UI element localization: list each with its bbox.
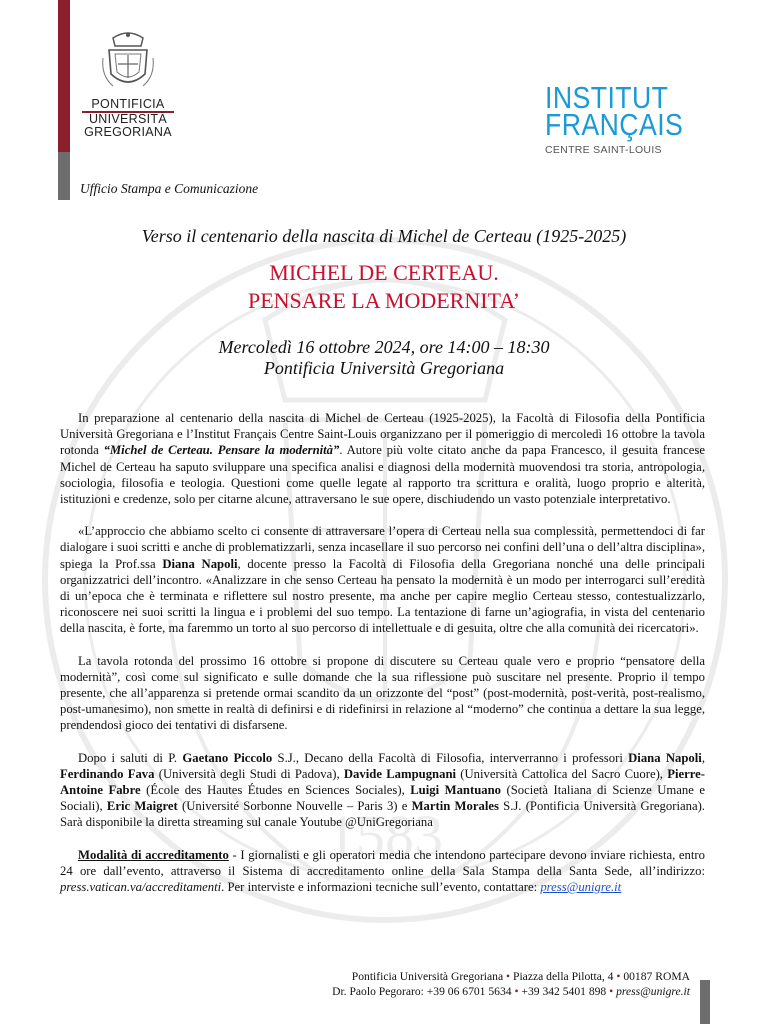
p5-text-a: - I giornalisti e gli operatori media che intendono partecipare devono inviare richiesta, entro 24 ore dall’evento, attraverso il Sistema di accreditamento online della Sala Stampa della Santa Sede, all’indirizzo: — [60, 847, 705, 878]
p1-text-b: . Autore più volte citato anche da papa Francesco, il gesuita francese Michel de Certeau ha saputo sviluppare una specifica analisi e diagnosi della modernità muovendosi tra storia, antropologia, sociologia, filosofia e teologia. Questioni come quelle legate al rapporto tra scrittura e oralità, luogo proprio e alterità, istituzioni e credenze, solo per citarne alcune, attraversano le sue opere, dischiudendo un vasto potenziale interpretativo. — [60, 443, 705, 507]
paragraph-intro — [60, 410, 705, 507]
press-email-link[interactable]: press@unigre.it — [540, 880, 622, 895]
p4-text: (École des Hautes Études en Sciences Sociales), — [140, 783, 411, 798]
wordmark-line-2: UNIVERSITÀ — [88, 112, 167, 126]
p2-text-a: «L’approccio che abbiamo scelto ci consente di attraversare l’opera di Certeau nella sua complessità, permettendoci di far dialogare i suoi scritti e anche di problematizzarli, senza incasellare il suo percorso nei confini dell’una o dell’altra disciplina», spiega la Prof.ssa — [60, 524, 705, 571]
p4-text: S.J., Decano della Facoltà di Filosofia, interverranno i professori — [272, 750, 629, 765]
grey-accent-bar — [58, 152, 70, 200]
institut-francais-logo — [545, 80, 705, 156]
p4-text: (Université Sorbonne Nouvelle – Paris 3) e — [177, 799, 412, 814]
paragraph-theme: La tavola rotonda del prossimo 16 ottobre si propone di discutere su Certeau quale vero e proprio “pensatore della modernità”, così come sul significato e sulle domande che la sua riflessione può suscitare nel presente. Proprio il tempo presente, che all’apparenza si pretende ormai scandito da un orizzonte del “post” (post-modernità, post-verità, post-realismo, post-umanesimo), non smette in realtà di definirsi e di ridefinirsi in relazione al “moderno” che continua a dettare la sua legge, prendendosi gioco dei tentativi di disfarsene. — [60, 653, 705, 733]
p2-text-b: , docente presso la Facoltà di Filosofia della Gregoriana nonché una delle principali organizzatrici dell’incontro. «Analizzare in che senso Certeau ha pensato la modernità è un modo per interrogarci sull’eredità di un’epoca che è terminata e riflettere sul nostro presente, ma anche per capire meglio Certeau stesso, contestualizzarlo, riconoscere nei suoi scritti la lingua e i problemi del suo tempo. La tentazione di farne un’agiografia, in vista del centenario della nascita, è forte, ma faremmo un torto al suo percorso di intellettuale e di gesuita, oltre che alla comunità dei ricercatori». — [60, 556, 705, 636]
footer-separator: • — [609, 985, 614, 998]
speaker-name: Diana Napoli — [162, 556, 238, 571]
footer-address-line — [332, 969, 690, 984]
if-logo-subline: CENTRE SAINT-LOUIS — [545, 144, 662, 156]
footer-contact-person: Dr. Paolo Pegoraro: +39 06 6701 5634 — [332, 985, 512, 998]
if-logo-line-2: FRANÇAIS — [545, 107, 684, 142]
speaker-name: Pierre-Antoine Fabre — [60, 766, 706, 798]
footer-city: 00187 ROMA — [623, 970, 690, 983]
footer-street: Piazza della Pilotta, 4 — [513, 970, 614, 983]
speaker-name: Eric Maigret — [106, 799, 178, 814]
p4-text: S.J. (Pontificia Università Gregoriana). Sarà disponibile la diretta streaming sul canale Youtube @UniGregoriana — [60, 799, 705, 830]
p4-text: (Università Cattolica del Sacro Cuore), — [456, 766, 668, 781]
footer-separator: • — [514, 985, 519, 998]
speaker-name: Diana Napoli — [628, 750, 702, 765]
watermark-year: 1583 — [327, 803, 443, 868]
gregoriana-wordmark — [78, 98, 178, 139]
speaker-name: Martin Morales — [411, 799, 499, 814]
p4-text: (Società Italiana di Scienze Umane e Sociali), — [60, 783, 705, 814]
press-release-body — [60, 410, 705, 895]
contact-footer — [332, 969, 690, 999]
wordmark-line-3: GREGORIANA — [84, 125, 172, 139]
footer-email: press@unigre.it — [616, 985, 690, 998]
if-logo-line-1: INSTITUT — [545, 80, 669, 115]
p4-text: (Università degli Studi di Padova), — [154, 766, 344, 781]
p4-text: , — [701, 750, 705, 765]
speaker-name: Luigi Mantuano — [410, 783, 501, 798]
footer-contact-line — [332, 984, 690, 999]
speaker-name: Gaetano Piccolo — [182, 750, 273, 765]
red-accent-bar — [58, 0, 70, 152]
accreditation-label: Modalità di accreditamento — [78, 847, 229, 862]
footer-separator: • — [616, 970, 621, 983]
event-subtitle: Verso il centenario della nascita di Michel de Certeau (1925-2025) — [141, 226, 627, 246]
footer-mobile: +39 342 5401 898 — [521, 985, 607, 998]
event-headline — [0, 259, 768, 315]
footer-separator: • — [506, 970, 511, 983]
headline-line-2: PENSARE LA MODERNITA’ — [247, 288, 521, 313]
headline-line-1: MICHEL DE CERTEAU. — [269, 260, 499, 285]
event-date: Mercoledì 16 ottobre 2024, ore 14:00 – 18:30 — [218, 337, 550, 357]
paragraph-speakers — [60, 750, 705, 831]
paragraph-accreditation — [60, 847, 705, 896]
grey-footer-bar — [700, 980, 710, 1024]
p1-text-a: In preparazione al centenario della nascita di Michel de Certeau (1925-2025), la Facoltà di Filosofia della Pontificia Università Gregoriana e l’Institut Français Centre Saint-Louis organizzano per il pomeriggio di mercoledì 16 ottobre la tavola rotonda — [60, 411, 705, 458]
event-title-inline: “Michel de Certeau. Pensare la modernità” — [103, 443, 340, 458]
p5-text-b: . Per interviste e informazioni tecniche sull’evento, contattare: — [221, 880, 541, 895]
gregoriana-logo — [78, 28, 178, 156]
wordmark-line-1: PONTIFICIA — [91, 97, 165, 111]
speaker-name: Davide Lampugnani — [343, 766, 457, 781]
accreditation-url: press.vatican.va/accreditamenti — [60, 880, 222, 895]
gregoriana-crest-icon — [99, 28, 157, 94]
event-date-venue — [0, 337, 768, 379]
footer-institution: Pontificia Università Gregoriana — [351, 970, 504, 983]
event-venue: Pontificia Università Gregoriana — [263, 358, 505, 378]
press-office-label: Ufficio Stampa e Comunicazione — [80, 181, 259, 196]
p4-text: Dopo i saluti di P. — [78, 750, 183, 765]
speaker-name: Ferdinando Fava — [60, 766, 155, 781]
paragraph-quote — [60, 523, 705, 636]
